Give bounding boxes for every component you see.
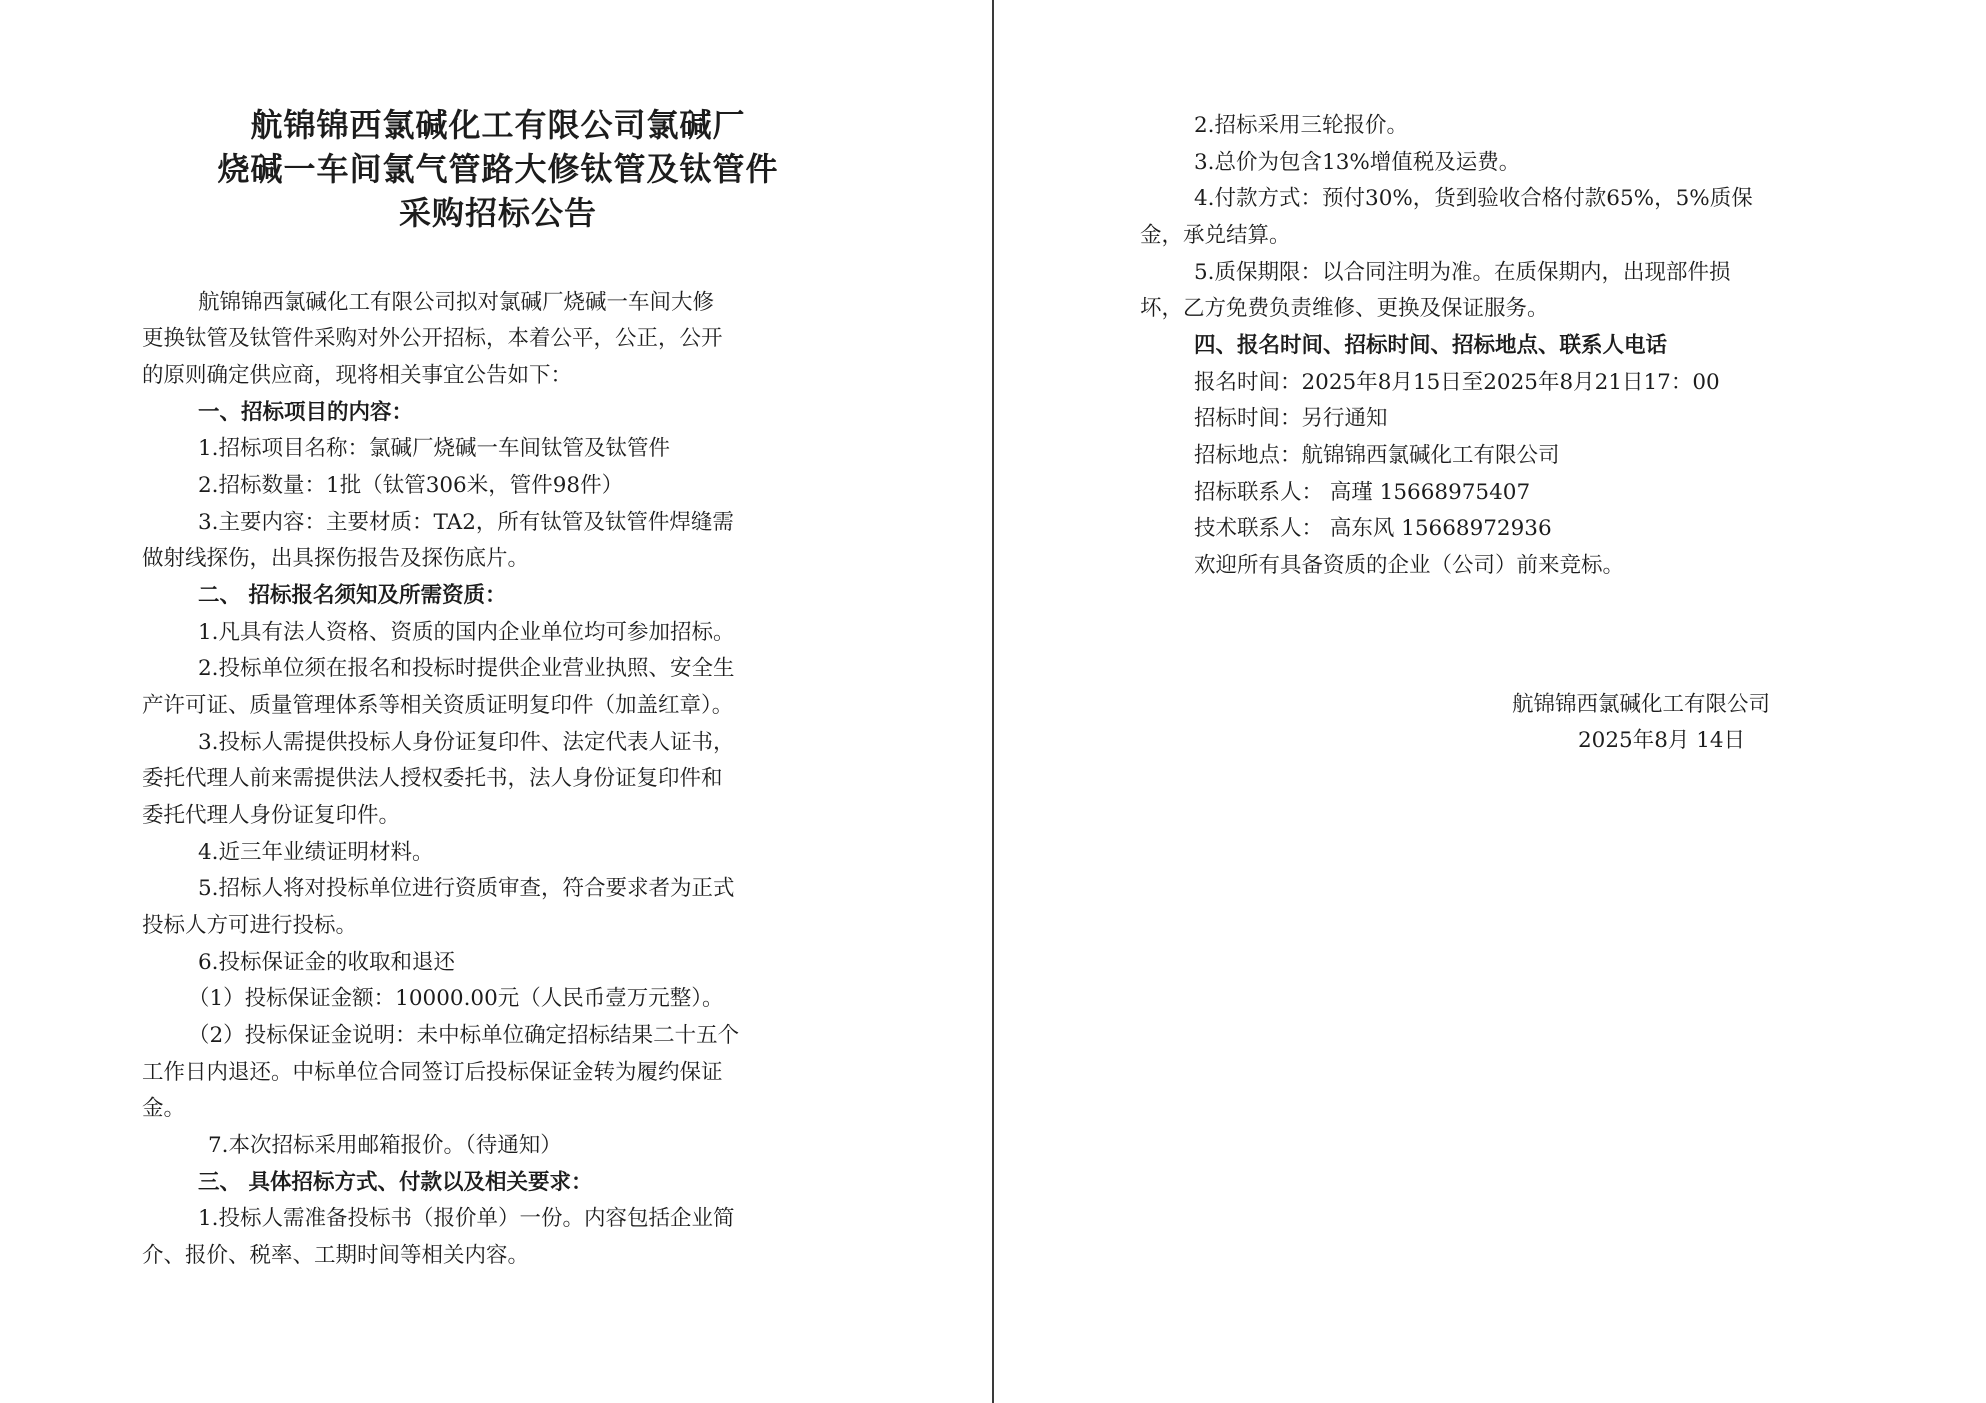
item-2-4: 4.近三年业绩证明材料。: [198, 840, 434, 865]
item-2-1: 1.凡具有法人资格、资质的国内企业单位均可参加招标。: [198, 620, 735, 645]
bidding-contact: 招标联系人： 高瑾 15668975407: [1194, 480, 1531, 505]
bidding-location: 招标地点：航锦锦西氯碱化工有限公司: [1194, 443, 1560, 468]
item-2-6-2-line-3: 金。: [142, 1096, 186, 1121]
item-3-4-line-2: 金，承兑结算。: [1140, 223, 1291, 248]
section-heading-1: 一、招标项目的内容：: [198, 400, 414, 425]
section-heading-4: 四、报名时间、招标时间、招标地点、联系人电话: [1194, 333, 1668, 358]
technical-contact: 技术联系人： 高东风 15668972936: [1194, 516, 1552, 541]
item-2-7: 7.本次招标采用邮箱报价。（待通知）: [208, 1133, 562, 1158]
item-3-1-line-1: 1.投标人需准备投标书（报价单）一份。内容包括企业简: [198, 1206, 735, 1231]
title-line-1: 航锦锦西氯碱化工有限公司氯碱厂: [250, 106, 746, 144]
item-2-2-line-2: 产许可证、质量管理体系等相关资质证明复印件（加盖红章）。: [142, 693, 734, 718]
item-2-5-line-2: 投标人方可进行投标。: [142, 913, 358, 938]
intro-paragraph-line-3: 的原则确定供应商，现将相关事宜公告如下：: [142, 363, 573, 388]
document-title: [142, 103, 854, 235]
item-1-2: 2.招标数量：1批（钛管306米，管件98件）: [198, 473, 624, 498]
item-2-6-2-line-2: 工作日内退还。中标单位合同签订后投标保证金转为履约保证: [142, 1060, 723, 1085]
registration-time: 报名时间：2025年8月15日至2025年8月21日17：00: [1194, 370, 1720, 395]
item-2-6-1: （1）投标保证金额：10000.00元（人民币壹万元整）。: [188, 986, 724, 1011]
bidding-time: 招标时间：另行通知: [1194, 406, 1388, 431]
item-1-3-line-2: 做射线探伤，出具探伤报告及探伤底片。: [142, 546, 530, 571]
signature-company: 航锦锦西氯碱化工有限公司: [1512, 692, 1771, 717]
item-3-3: 3.总价为包含13%增值税及运费。: [1194, 150, 1521, 175]
intro-paragraph-line-2: 更换钛管及钛管件采购对外公开招标，本着公平，公正，公开: [142, 326, 723, 351]
signature-date: 2025年8月 14日: [1578, 728, 1746, 753]
item-2-6-2-line-1: （2）投标保证金说明：未中标单位确定招标结果二十五个: [188, 1023, 740, 1048]
item-2-3-line-3: 委托代理人身份证复印件。: [142, 803, 401, 828]
section-heading-3: 三、 具体招标方式、付款以及相关要求：: [198, 1170, 593, 1195]
item-1-1: 1.招标项目名称：氯碱厂烧碱一车间钛管及钛管件: [198, 436, 671, 461]
item-2-3-line-2: 委托代理人前来需提供法人授权委托书，法人身份证复印件和: [142, 766, 723, 791]
item-3-1-line-2: 介、报价、税率、工期时间等相关内容。: [142, 1243, 530, 1268]
intro-paragraph-line-1: 航锦锦西氯碱化工有限公司拟对氯碱厂烧碱一车间大修: [198, 290, 715, 315]
title-line-3: 采购招标公告: [398, 194, 597, 232]
item-2-3-line-1: 3.投标人需提供投标人身份证复印件、法定代表人证书，: [198, 730, 735, 755]
item-3-5-line-1: 5.质保期限：以合同注明为准。在质保期内，出现部件损: [1194, 260, 1731, 285]
page-divider: [992, 0, 994, 1403]
item-3-4-line-1: 4.付款方式：预付30%，货到验收合格付款65%，5%质保: [1194, 186, 1753, 211]
section-heading-2: 二、 招标报名须知及所需资质：: [198, 583, 507, 608]
item-2-6: 6.投标保证金的收取和退还: [198, 950, 456, 975]
item-3-5-line-2: 坏，乙方免费负责维修、更换及保证服务。: [1140, 296, 1549, 321]
item-2-2-line-1: 2.投标单位须在报名和投标时提供企业营业执照、安全生: [198, 656, 735, 681]
item-3-2: 2.招标采用三轮报价。: [1194, 113, 1409, 138]
welcome-statement: 欢迎所有具备资质的企业（公司）前来竞标。: [1194, 553, 1625, 578]
item-1-3-line-1: 3.主要内容：主要材质：TA2，所有钛管及钛管件焊缝需: [198, 510, 734, 535]
item-2-5-line-1: 5.招标人将对投标单位进行资质审查，符合要求者为正式: [198, 876, 735, 901]
title-line-2: 烧碱一车间氯气管路大修钛管及钛管件: [217, 150, 779, 188]
